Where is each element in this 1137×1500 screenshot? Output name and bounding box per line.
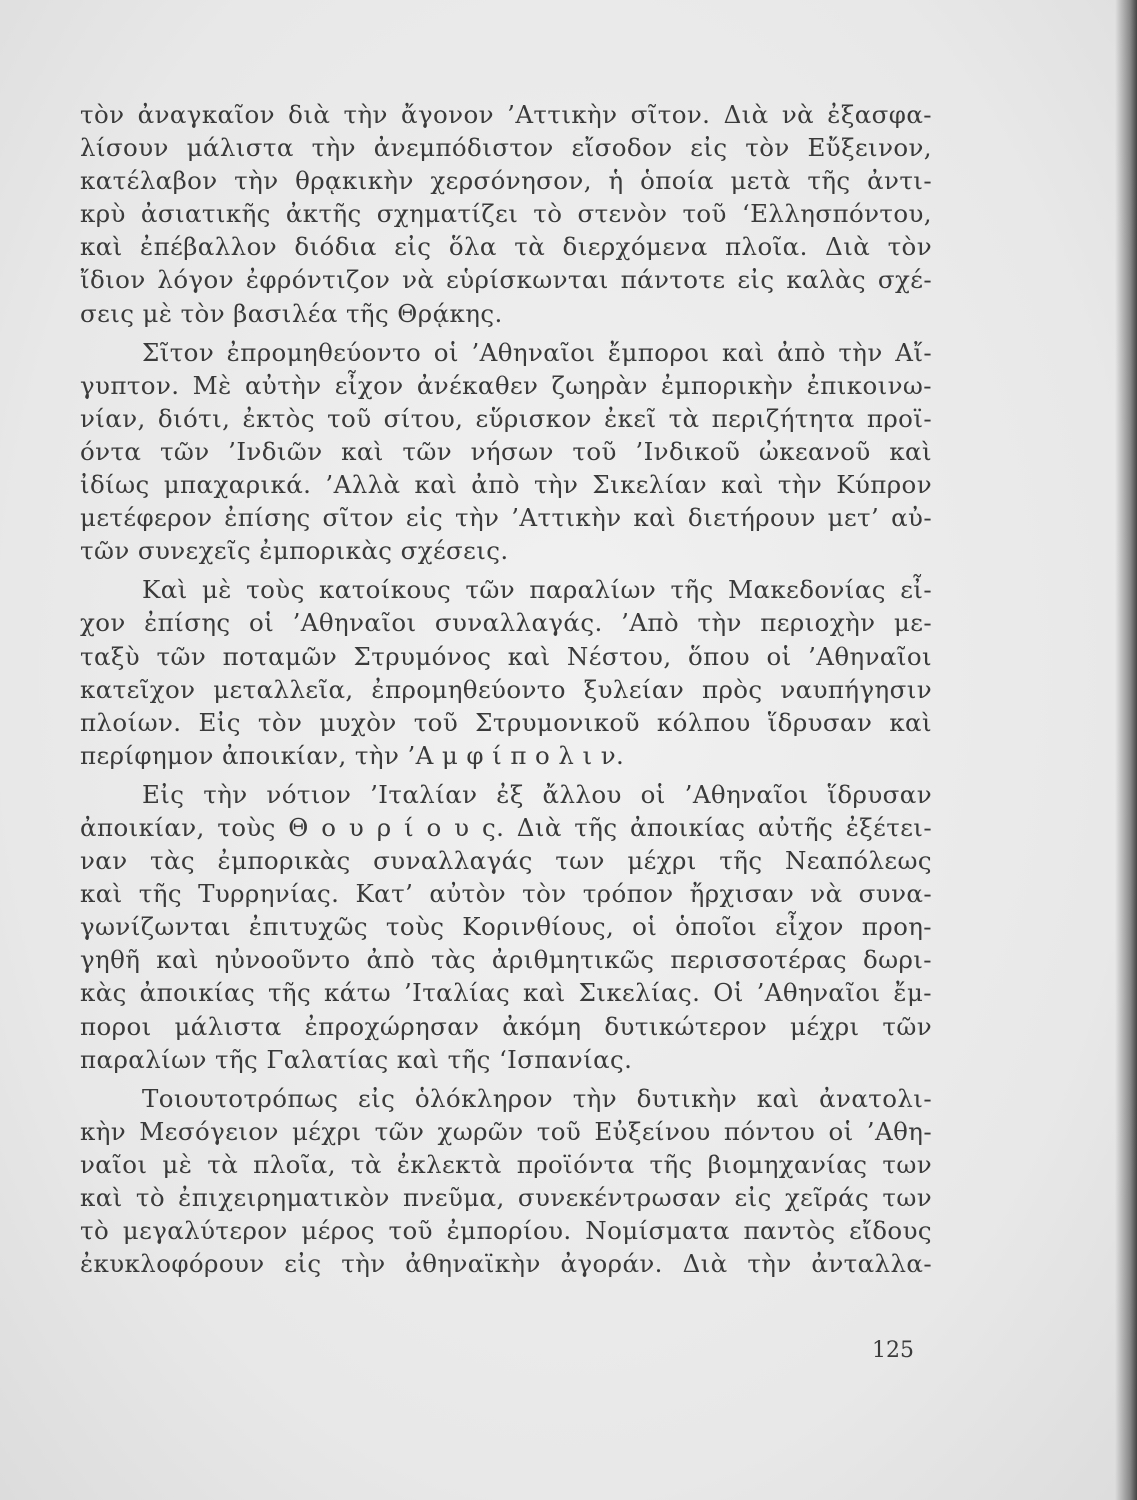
text-line: όντα τῶν ’Ινδιῶν καὶ τῶν νήσων τοῦ ’Ινδικοῦ ὠκεανοῦ καὶ (80, 436, 932, 466)
text-line: κατεῖχον μεταλλεῖα, ἐπρομηθεύοντο ξυλείαν πρὸς ναυπήγησιν (80, 674, 932, 704)
text-line: νίαν, διότι, ἐκτὸς τοῦ σίτου, εὕρισκον ἐκεῖ τὰ περιζήτητα προϊ- (80, 403, 932, 433)
text-line: Εἰς τὴν νότιον ’Ιταλίαν ἐξ ἄλλου οἱ ’Αθηναῖοι ἵδρυσαν (142, 779, 932, 809)
text-line: κὴν Μεσόγειον μέχρι τῶν χωρῶν τοῦ Εὐξείνου πόντου οἱ ’Αθη- (80, 1116, 932, 1146)
text-line: λίσουν μάλιστα τὴν ἀνεμπόδιστον εἴσοδον εἰς τὸν Εὔξεινον, (80, 133, 932, 163)
paragraph (80, 573, 932, 772)
page-number: 125 (872, 1338, 914, 1363)
text-line: Τοιουτοτρόπως εἰς ὁλόκληρον τὴν δυτικὴν καὶ ἀνατολι- (142, 1083, 932, 1113)
text-line: ταξὺ τῶν ποταμῶν Στρυμόνος καὶ Νέστου, ὅπου οἱ ’Αθηναῖοι (80, 641, 932, 671)
text-line: χον ἐπίσης οἱ ’Αθηναῖοι συναλλαγάς. ’Απὸ τὴν περιοχὴν με- (80, 608, 932, 638)
text-line: ἴδιον λόγον ἐφρόντιζον νὰ εὑρίσκωνται πάντοτε εἰς καλὰς σχέ- (80, 265, 932, 295)
text-line: κρὺ ἀσιατικῆς ἀκτῆς σχηματίζει τὸ στενὸν τοῦ ‘Ελλησπόντου, (80, 199, 932, 229)
paragraph (80, 778, 932, 1076)
text-line: τὸν ἀναγκαῖον διὰ τὴν ἄγονον ’Αττικὴν σῖτον. Διὰ νὰ ἐξασφα- (80, 100, 932, 129)
text-line: κατέλαβον τὴν θρᾳκικὴν χερσόνησον, ἡ ὁποία μετὰ τῆς ἀντι- (80, 166, 932, 196)
text-line: καὶ ἐπέβαλλον διόδια εἰς ὅλα τὰ διερχόμενα πλοῖα. Διὰ τὸν (80, 232, 932, 262)
paragraph (80, 1082, 932, 1281)
text-line: Καὶ μὲ τοὺς κατοίκους τῶν παραλίων τῆς Μακεδονίας εἶ- (142, 575, 932, 605)
page-edge-shadow (1115, 0, 1137, 1500)
text-line: γυπτον. Μὲ αὐτὴν εἶχον ἀνέκαθεν ζωηρὰν ἐμπορικὴν ἐπικοινω- (80, 370, 932, 400)
text-line: περίφημον ἀποικίαν, τὴν ’Α μ φ ί π ο λ ι ν. (80, 740, 625, 770)
text-line: ναν τὰς ἐμπορικὰς συναλλαγάς των μέχρι τῆς Νεαπόλεως (80, 846, 932, 876)
text-line: γηθῆ καὶ ηὐνοοῦντο ἀπὸ τὰς ἀριθμητικῶς περισσοτέρας δωρι- (80, 945, 932, 975)
text-line: γωνίζωνται ἐπιτυχῶς τοὺς Κορινθίους, οἱ ὁποῖοι εἶχον προη- (80, 912, 932, 942)
text-line: κὰς ἀποικίας τῆς κάτω ’Ιταλίας καὶ Σικελίας. Οἱ ’Αθηναῖοι ἔμ- (80, 978, 932, 1008)
text-line: ἐκυκλοφόρουν εἰς τὴν ἀθηναϊκὴν ἀγοράν. Διὰ τὴν ἀνταλλα- (80, 1249, 932, 1279)
text-line: ποροι μάλιστα ἐπροχώρησαν ἀκόμη δυτικώτερον μέχρι τῶν (80, 1011, 932, 1041)
text-line: ἀποικίαν, τοὺς Θ ο υ ρ ί ο υ ς. Διὰ τῆς ἀποικίας αὐτῆς ἐξέτει- (80, 812, 932, 842)
text-line: καὶ τῆς Τυρρηνίας. Κατ’ αὐτὸν τὸν τρόπον ἤρχισαν νὰ συνα- (80, 879, 932, 909)
text-line: Σῖτον ἐπρομηθεύοντο οἱ ’Αθηναῖοι ἔμποροι καὶ ἀπὸ τὴν Αἴ- (142, 337, 932, 367)
paragraph (80, 98, 932, 330)
text-line: παραλίων τῆς Γαλατίας καὶ τῆς ‘Ισπανίας. (80, 1044, 633, 1074)
paragraph (80, 336, 932, 568)
text-line: ναῖοι μὲ τὰ πλοῖα, τὰ ἐκλεκτὰ προϊόντα τῆς βιομηχανίας των (80, 1149, 932, 1179)
text-line: πλοίων. Εἰς τὸν μυχὸν τοῦ Στρυμονικοῦ κόλπου ἵδρυσαν καὶ (80, 707, 932, 737)
text-line: μετέφερον ἐπίσης σῖτον εἰς τὴν ’Αττικὴν καὶ διετήρουν μετ’ αὐ- (80, 503, 932, 533)
text-line: ἰδίως μπαχαρικά. ’Αλλὰ καὶ ἀπὸ τὴν Σικελίαν καὶ τὴν Κύπρον (80, 470, 932, 500)
text-line: καὶ τὸ ἐπιχειρηματικὸν πνεῦμα, συνεκέντρωσαν εἰς χεῖράς των (80, 1183, 932, 1212)
text-line: τὸ μεγαλύτερον μέρος τοῦ ἐμπορίου. Νομίσματα παντὸς εἴδους (80, 1216, 932, 1246)
text-line: τῶν συνεχεῖς ἐμπορικὰς σχέσεις. (80, 536, 509, 566)
text-line: σεις μὲ τὸν βασιλέα τῆς Θρᾴκης. (80, 298, 503, 328)
body-text (80, 98, 932, 1280)
